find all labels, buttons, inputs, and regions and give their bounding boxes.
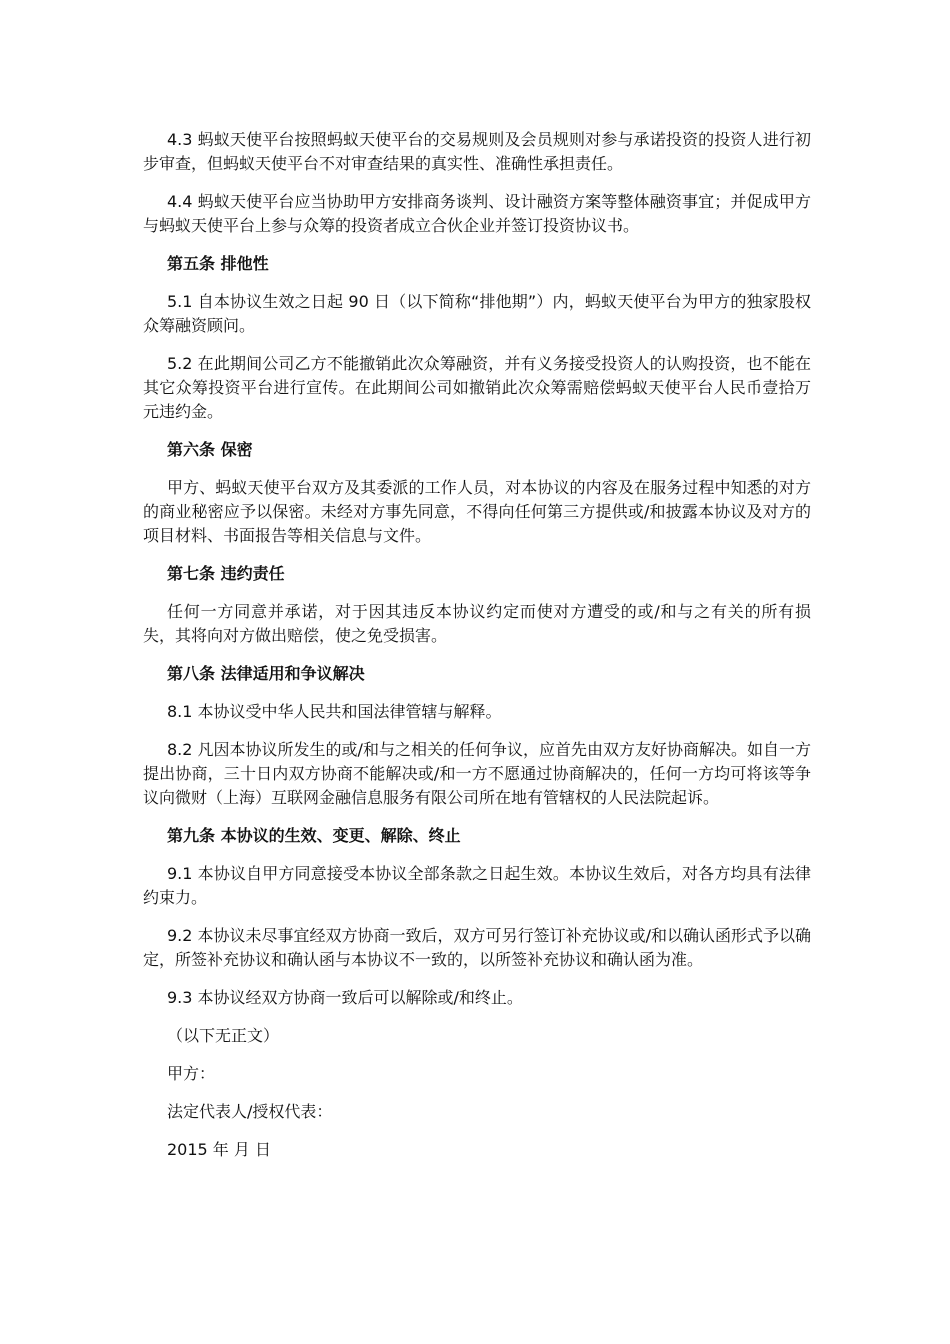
clause-8-2: 8.2 凡因本协议所发生的或/和与之相关的任何争议，应首先由双方友好协商解决。如自一方提出协商，三十日内双方协商不能解决或/和一方不愿通过协商解决的，任何一方均可将该等争议向微财（上海）互联网金融信息服务有限公司所在地有管辖权的人民法院起诉。 xyxy=(143,740,811,807)
clause-6: 甲方、蚂蚁天使平台双方及其委派的工作人员，对本协议的内容及在服务过程中知悉的对方的商业秘密应予以保密。未经对方事先同意，不得向任何第三方提供或/和披露本协议及对方的项目材料、书面报告等相关信息与文件。 xyxy=(143,478,811,545)
article-9-heading: 第九条 本协议的生效、变更、解除、终止 xyxy=(167,826,461,845)
clause-4-3: 4.3 蚂蚁天使平台按照蚂蚁天使平台的交易规则及会员规则对参与承诺投资的投资人进行初步审查，但蚂蚁天使平台不对审查结果的真实性、准确性承担责任。 xyxy=(143,130,811,173)
article-7-heading: 第七条 违约责任 xyxy=(167,564,285,583)
signature-date: 2015 年 月 日 xyxy=(167,1140,271,1159)
clause-9-1: 9.1 本协议自甲方同意接受本协议全部条款之日起生效。本协议生效后，对各方均具有法律约束力。 xyxy=(143,864,811,907)
no-more-text-note: （以下无正文） xyxy=(167,1026,280,1045)
clause-8-1: 8.1 本协议受中华人民共和国法律管辖与解释。 xyxy=(167,702,502,721)
article-6-heading: 第六条 保密 xyxy=(167,440,253,459)
article-8-heading: 第八条 法律适用和争议解决 xyxy=(167,664,365,683)
clause-9-3: 9.3 本协议经双方协商一致后可以解除或/和终止。 xyxy=(167,988,523,1007)
article-5-heading: 第五条 排他性 xyxy=(167,254,269,273)
clause-7: 任何一方同意并承诺，对于因其违反本协议约定而使对方遭受的或/和与之有关的所有损失，其将向对方做出赔偿，使之免受损害。 xyxy=(143,602,811,645)
legal-representative-label: 法定代表人/授权代表： xyxy=(167,1102,333,1121)
clause-5-1: 5.1 自本协议生效之日起 90 日（以下简称“排他期”）内，蚂蚁天使平台为甲方的独家股权众筹融资顾问。 xyxy=(143,292,811,335)
document-page xyxy=(143,128,811,1176)
clause-9-2: 9.2 本协议未尽事宜经双方协商一致后，双方可另行签订补充协议或/和以确认函形式予以确定，所签补充协议和确认函与本协议不一致的，以所签补充协议和确认函为准。 xyxy=(143,926,811,969)
clause-5-2: 5.2 在此期间公司乙方不能撤销此次众筹融资，并有义务接受投资人的认购投资，也不能在其它众筹投资平台进行宣传。在此期间公司如撤销此次众筹需赔偿蚂蚁天使平台人民币壹拾万元违约金。 xyxy=(143,354,811,421)
party-a-signature-label: 甲方： xyxy=(167,1064,216,1083)
clause-4-4: 4.4 蚂蚁天使平台应当协助甲方安排商务谈判、设计融资方案等整体融资事宜；并促成甲方与蚂蚁天使平台上参与众筹的投资者成立合伙企业并签订投资协议书。 xyxy=(143,192,811,235)
